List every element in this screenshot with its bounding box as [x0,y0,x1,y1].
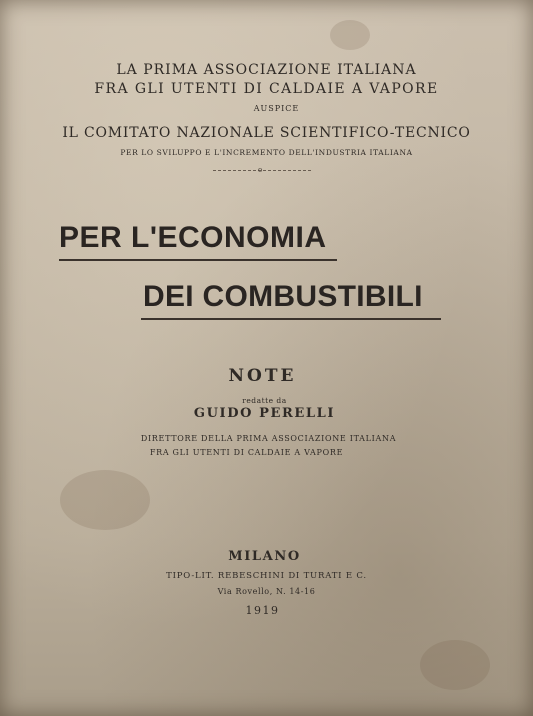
header-line-association: LA PRIMA ASSOCIAZIONE ITALIANA [116,62,417,78]
paper-stain [420,640,490,690]
title-rule-1 [59,259,337,261]
title-line-2: DEI COMBUSTIBILI [143,280,423,313]
header-line-users: FRA GLI UTENTI DI CALDAIE A VAPORE [94,81,439,97]
ornament-dot-icon: o [258,166,263,174]
title-line-1: PER L'ECONOMIA [59,221,327,254]
header-line-committee: IL COMITATO NAZIONALE SCIENTIFICO-TECNICO [62,125,471,141]
paper-stain [330,20,370,50]
imprint-printer: TIPO-LIT. REBESCHINI DI TURATI E C. [166,571,367,581]
header-line-purpose: PER LO SVILUPPO E L'INCREMENTO DELL'INDUSTRIA ITALIANA [120,148,413,157]
title-rule-2 [141,318,441,320]
imprint-city: MILANO [228,549,301,564]
imprint-street: Via Rovello, N. 14-16 [217,587,316,596]
subtitle-redatte: redatte da [242,396,287,405]
header-auspice: AUSPICE [253,104,300,113]
author-name: GUIDO PERELLI [193,406,336,421]
ornament-divider [213,166,311,175]
paper-stain [60,470,150,530]
author-role-line-1: DIRETTORE DELLA PRIMA ASSOCIAZIONE ITALIANA [140,434,397,443]
author-role-line-2: FRA GLI UTENTI DI CALDAIE A VAPORE [149,448,344,457]
subtitle-note: NOTE [228,366,297,386]
imprint-year: 1919 [245,604,280,617]
